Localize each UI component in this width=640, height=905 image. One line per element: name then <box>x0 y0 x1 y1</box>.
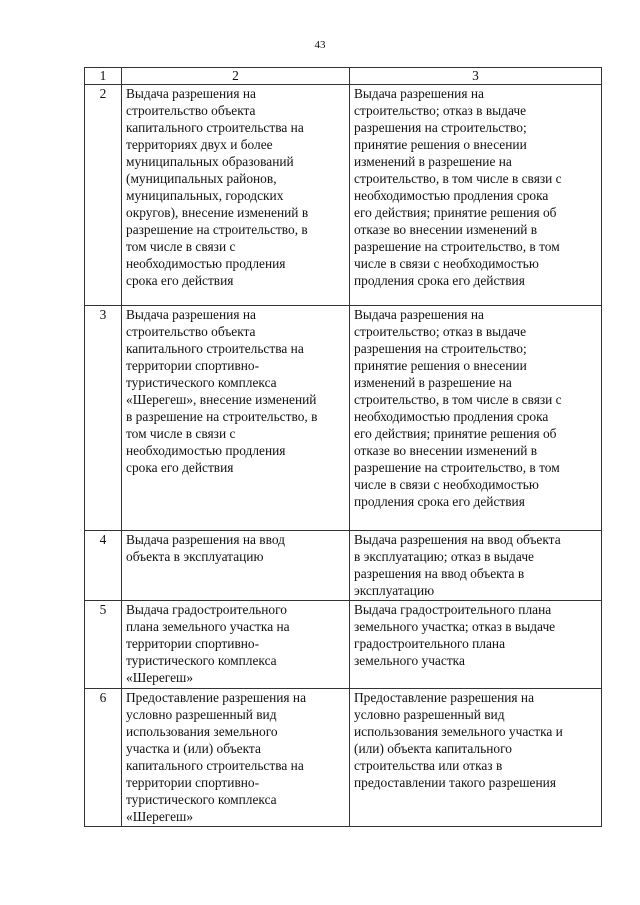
table-header-row <box>85 68 602 85</box>
text-line: том числе в связи с <box>126 426 236 441</box>
text-line: туристического комплекса <box>126 792 277 807</box>
text-line: «Шерегеш», внесение изменений <box>126 392 317 407</box>
page-number: 43 <box>314 39 326 51</box>
text-line: Выдача разрешения на <box>126 86 256 101</box>
text-line: «Шерегеш» <box>126 670 194 685</box>
text-line: необходимостью продления <box>126 443 286 458</box>
text-line: числе в связи с необходимостью <box>354 256 539 271</box>
text-line: участка и (или) объекта <box>126 741 261 756</box>
text-line: строительство; отказ в выдаче <box>354 324 527 339</box>
text-line: территории спортивно- <box>126 358 260 373</box>
text-line: разрешения на строительство; <box>354 120 527 135</box>
text-line: Выдача градостроительного плана <box>354 602 552 617</box>
text-line: строительство объекта <box>126 103 256 118</box>
text-line: его действия; принятие решения об <box>354 205 557 220</box>
text-line: в разрешение на строительство, в <box>126 409 318 424</box>
text-line: разрешение на строительство, в том <box>354 239 560 254</box>
text-line: (или) объекта капитального <box>354 741 512 756</box>
text-line: отказе во внесении изменений в <box>354 443 538 458</box>
text-line: Выдача градостроительного <box>126 602 287 617</box>
text-line: Выдача разрешения на <box>354 307 484 322</box>
service-name-cell <box>122 531 350 601</box>
text-line: туристического комплекса <box>126 375 277 390</box>
text-line: территории спортивно- <box>126 775 260 790</box>
text-line: срока его действия <box>126 273 234 288</box>
header-col-3: 3 <box>350 68 602 85</box>
text-line: принятие решения о внесении <box>354 358 527 373</box>
text-line: земельного участка; отказ в выдаче <box>354 619 556 634</box>
service-result-cell <box>350 531 602 601</box>
service-result-cell <box>350 306 602 531</box>
text-line: Предоставление разрешения на <box>126 690 307 705</box>
text-line: (муниципальных районов, <box>126 171 277 186</box>
text-line: Выдача разрешения на <box>126 307 256 322</box>
text-line: изменений в разрешение на <box>354 375 512 390</box>
text-line: условно разрешенный вид <box>126 707 277 722</box>
text-line: «Шерегеш» <box>126 809 194 824</box>
text-line: отказе во внесении изменений в <box>354 222 538 237</box>
text-line: Выдача разрешения на ввод объекта <box>354 532 561 547</box>
row-number: 5 <box>85 601 122 689</box>
service-result-cell <box>350 85 602 306</box>
text-line: градостроительного плана <box>354 636 506 651</box>
service-result-cell <box>350 689 602 827</box>
text-line: плана земельного участка на <box>126 619 290 634</box>
row-number: 3 <box>85 306 122 531</box>
header-col-1: 1 <box>85 68 122 85</box>
text-line: разрешения на ввод объекта в <box>354 566 525 581</box>
text-line: срока его действия <box>126 460 234 475</box>
text-line: объекта в эксплуатацию <box>126 549 264 564</box>
text-line: округов), внесение изменений в <box>126 205 309 220</box>
text-line: необходимостью продления <box>126 256 286 271</box>
table-row <box>85 601 602 689</box>
text-line: его действия; принятие решения об <box>354 426 557 441</box>
table-row <box>85 689 602 827</box>
services-table <box>84 67 602 827</box>
text-line: продления срока его действия <box>354 494 525 509</box>
text-line: использования земельного участка и <box>354 724 563 739</box>
text-line: капитального строительства на <box>126 120 304 135</box>
text-line: строительство объекта <box>126 324 256 339</box>
text-line: разрешение на строительство, в <box>126 222 308 237</box>
row-number: 6 <box>85 689 122 827</box>
text-line: территориях двух и более <box>126 137 273 152</box>
text-line: предоставлении такого разрешения <box>354 775 556 790</box>
text-line: числе в связи с необходимостью <box>354 477 539 492</box>
text-line: строительство; отказ в выдаче <box>354 103 527 118</box>
text-line: разрешение на строительство, в том <box>354 460 560 475</box>
text-line: территории спортивно- <box>126 636 260 651</box>
text-line: земельного участка <box>354 653 465 668</box>
text-line: капитального строительства на <box>126 341 304 356</box>
text-line: Предоставление разрешения на <box>354 690 535 705</box>
text-line: условно разрешенный вид <box>354 707 505 722</box>
text-line: капитального строительства на <box>126 758 304 773</box>
text-line: в эксплуатацию; отказ в выдаче <box>354 549 535 564</box>
text-line: муниципальных образований <box>126 154 294 169</box>
text-line: использования земельного <box>126 724 278 739</box>
text-line: изменений в разрешение на <box>354 154 512 169</box>
text-line: разрешения на строительство; <box>354 341 527 356</box>
row-number: 4 <box>85 531 122 601</box>
service-name-cell <box>122 689 350 827</box>
text-line: строительства или отказ в <box>354 758 503 773</box>
text-line: туристического комплекса <box>126 653 277 668</box>
table-row <box>85 531 602 601</box>
header-col-2: 2 <box>122 68 350 85</box>
row-number: 2 <box>85 85 122 306</box>
text-line: Выдача разрешения на ввод <box>126 532 285 547</box>
text-line: необходимостью продления срока <box>354 409 549 424</box>
service-result-cell <box>350 601 602 689</box>
text-line: строительство, в том числе в связи с <box>354 171 562 186</box>
text-line: необходимостью продления срока <box>354 188 549 203</box>
service-name-cell <box>122 85 350 306</box>
text-line: Выдача разрешения на <box>354 86 484 101</box>
service-name-cell <box>122 306 350 531</box>
text-line: том числе в связи с <box>126 239 236 254</box>
text-line: принятие решения о внесении <box>354 137 527 152</box>
text-line: продления срока его действия <box>354 273 525 288</box>
text-line: муниципальных, городских <box>126 188 284 203</box>
text-line: строительство, в том числе в связи с <box>354 392 562 407</box>
table-row <box>85 85 602 306</box>
table-row <box>85 306 602 531</box>
service-name-cell <box>122 601 350 689</box>
text-line: эксплуатацию <box>354 583 435 598</box>
